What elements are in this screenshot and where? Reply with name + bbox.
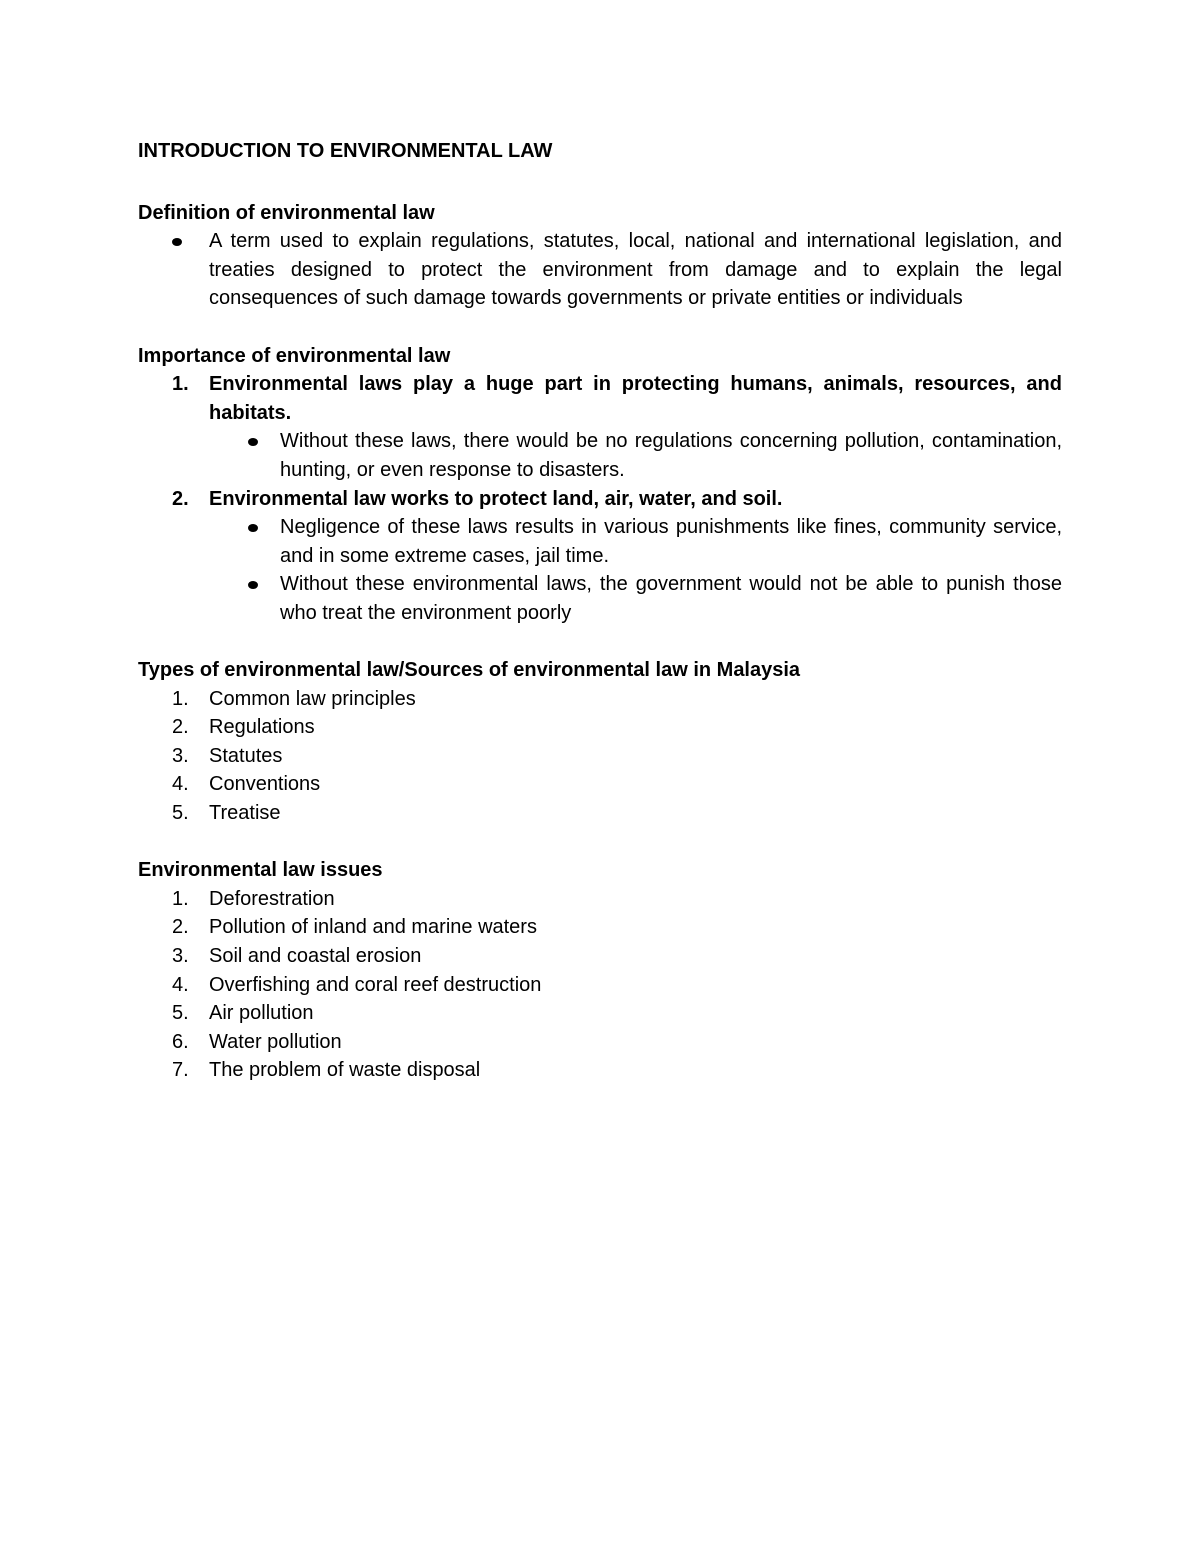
item-number: 6. (172, 1030, 189, 1053)
issues-numbered-list (138, 885, 1062, 1085)
item-text: Pollution of inland and marine waters (209, 916, 537, 939)
bullet-text: Negligence of these laws results in various punishments like fines, community service, and in some extreme cases, jail time. (280, 516, 1062, 567)
bullet-icon (248, 438, 258, 446)
list-item (138, 971, 1062, 1000)
item-text: Soil and coastal erosion (209, 945, 422, 968)
item-number: 2. (172, 916, 189, 939)
list-item (138, 227, 1062, 313)
issues-section (138, 856, 1062, 1085)
list-item (138, 713, 1062, 742)
types-section (138, 656, 1062, 828)
bullet-icon (248, 524, 258, 532)
item-number: 1. (172, 887, 189, 910)
list-item (138, 685, 1062, 714)
item-text: Environmental law works to protect land, air, water, and soil. (209, 487, 783, 510)
bullet-text: Without these environmental laws, the government would not be able to punish those who treat the environment poorly (280, 573, 1062, 624)
list-item (138, 1028, 1062, 1057)
item-text: Environmental laws play a huge part in protecting humans, animals, resources, and habitats. (209, 373, 1062, 424)
importance-heading: Importance of environmental law (138, 344, 451, 367)
types-heading: Types of environmental law/Sources of environmental law in Malaysia (138, 659, 801, 682)
item-text: Common law principles (209, 687, 416, 710)
item-text: Conventions (209, 773, 321, 796)
item-number: 5. (172, 802, 189, 825)
definition-bullet-list (138, 227, 1062, 313)
item-number: 4. (172, 773, 189, 796)
bullet-icon (172, 238, 182, 246)
list-item (138, 942, 1062, 971)
issues-heading: Environmental law issues (138, 859, 383, 882)
item-number: 2. (172, 716, 189, 739)
list-item (138, 799, 1062, 828)
bullet-text: A term used to explain regulations, statutes, local, national and international legislation, and treaties designed to protect the environment from damage and to explain the legal consequences of such damage towards governments or private entities or individuals (209, 230, 1062, 310)
item-number: 1. (172, 687, 189, 710)
list-item (138, 913, 1062, 942)
item-text: Overfishing and coral reef destruction (209, 973, 542, 996)
item-text: Treatise (209, 802, 281, 825)
definition-section (138, 199, 1062, 313)
list-item (138, 1056, 1062, 1085)
list-item (138, 570, 1062, 627)
definition-heading: Definition of environmental law (138, 201, 435, 224)
sub-bullet-list (138, 513, 1062, 627)
item-text: Deforestration (209, 887, 335, 910)
list-item (138, 427, 1062, 484)
item-text: Statutes (209, 744, 283, 767)
item-number: 5. (172, 1002, 189, 1025)
importance-numbered-list (138, 370, 1062, 627)
item-number: 4. (172, 973, 189, 996)
list-item (138, 513, 1062, 570)
item-text: The problem of waste disposal (209, 1059, 481, 1082)
sub-bullet-list (138, 427, 1062, 484)
document-title: INTRODUCTION TO ENVIRONMENTAL LAW (138, 140, 553, 162)
bullet-text: Without these laws, there would be no regulations concerning pollution, contamination, hunting, or even response to disasters. (280, 430, 1062, 481)
item-text: Water pollution (209, 1030, 342, 1053)
item-number: 2. (172, 487, 189, 510)
item-number: 3. (172, 945, 189, 968)
item-text: Regulations (209, 716, 315, 739)
list-item (138, 485, 1062, 628)
importance-section (138, 342, 1062, 628)
item-number: 3. (172, 744, 189, 767)
bullet-icon (248, 581, 258, 589)
types-numbered-list (138, 685, 1062, 828)
list-item (138, 770, 1062, 799)
list-item (138, 999, 1062, 1028)
list-item (138, 885, 1062, 914)
document-page (138, 137, 1062, 1085)
item-number: 7. (172, 1059, 189, 1082)
item-number: 1. (172, 373, 189, 396)
list-item (138, 370, 1062, 484)
item-text: Air pollution (209, 1002, 314, 1025)
list-item (138, 742, 1062, 771)
